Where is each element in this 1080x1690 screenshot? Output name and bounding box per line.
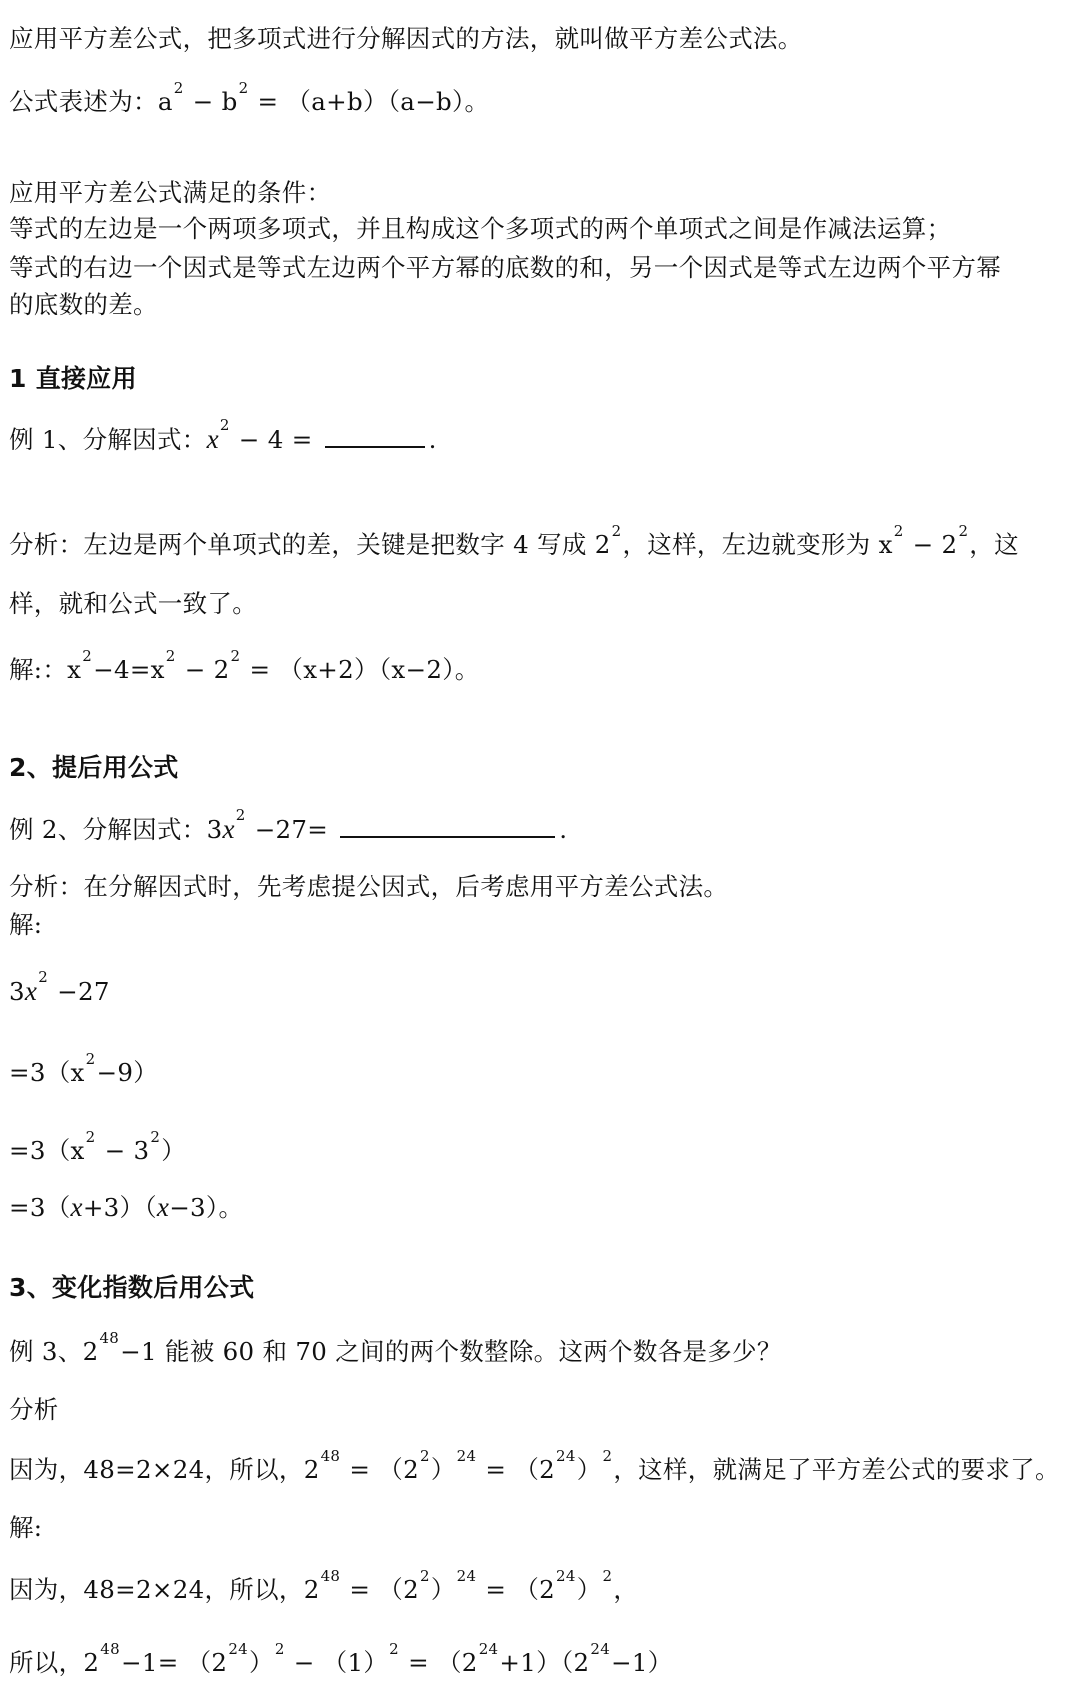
step-part: −27	[49, 977, 110, 1006]
solve-label-3: 解:	[9, 1513, 43, 1542]
step-2-1	[9, 968, 110, 1007]
answer-blank	[325, 424, 425, 448]
analysis-2: 分析：在分解因式时，先考虑提公因式，后考虑用平方差公式法。	[9, 872, 729, 901]
example-1-end: .	[428, 425, 437, 454]
because-exp: 2	[419, 1447, 430, 1465]
because-exp: 2	[602, 1447, 613, 1465]
step-x: x	[24, 976, 38, 1006]
step-x: x	[156, 1192, 170, 1222]
because-part: = （2	[341, 1455, 419, 1484]
because-exp: 24	[556, 1447, 576, 1465]
because2-exp: 48	[320, 1567, 341, 1585]
solution-1-part: −4=x	[93, 655, 165, 684]
step-part: +3）（	[82, 1193, 157, 1222]
solution-1-part: 解:：x	[9, 655, 82, 684]
solution-1-exp: 2	[82, 647, 93, 665]
so-exp: 24	[590, 1640, 611, 1658]
solution-1-part: − 2	[176, 655, 230, 684]
section-heading-1: 1 直接应用	[9, 364, 137, 393]
analysis-1-part: − 2	[904, 530, 958, 559]
example-2-end: .	[559, 815, 568, 844]
because2-part: ）	[430, 1575, 456, 1604]
formula-exp-a: 2	[173, 79, 184, 97]
because2-part: = （2	[477, 1575, 556, 1604]
step-x: x	[70, 1192, 83, 1222]
because-line-2	[9, 1567, 639, 1605]
because2-part: ）	[576, 1575, 602, 1604]
step-part: −9）	[96, 1058, 159, 1087]
because2-part: = （2	[341, 1575, 419, 1604]
example-3	[9, 1329, 782, 1367]
example-1-exp: 2	[219, 416, 230, 434]
step-exp: 2	[150, 1128, 161, 1146]
example-2	[9, 806, 568, 845]
section-heading-3: 3、变化指数后用公式	[9, 1273, 255, 1302]
formula-rest: = （a+b）（a−b）。	[249, 87, 490, 116]
analysis-1-line-2: 样，就和公式一致了。	[9, 589, 257, 618]
because2-exp: 2	[419, 1567, 430, 1585]
because-exp: 24	[456, 1447, 477, 1465]
example-2-rest: −27=	[246, 815, 337, 844]
step-2-2	[9, 1050, 159, 1088]
because-part: = （2	[477, 1455, 556, 1484]
analysis-1-exp: 2	[611, 522, 622, 540]
example-1-x: x	[206, 424, 219, 454]
because2-exp: 24	[456, 1567, 477, 1585]
answer-blank	[340, 814, 555, 838]
analysis-label-3: 分析	[9, 1395, 59, 1424]
condition-line-3: 的底数的差。	[9, 290, 158, 319]
step-exp: 2	[85, 1128, 96, 1146]
so-part: +1）（2	[499, 1648, 590, 1677]
analysis-1-exp: 2	[958, 522, 969, 540]
formula-b: b	[221, 87, 238, 116]
solve-label-2: 解:	[9, 910, 43, 939]
formula-line	[9, 79, 490, 117]
analysis-1-part: ，这	[969, 530, 1019, 559]
because-part: ）	[576, 1455, 602, 1484]
so-exp: 2	[389, 1640, 399, 1658]
because-part: ）	[430, 1455, 456, 1484]
so-exp: 48	[100, 1640, 120, 1658]
because-part: ，这样，就满足了平方差公式的要求了。	[613, 1455, 1060, 1484]
step-part: ）	[161, 1136, 187, 1165]
example-1	[9, 416, 437, 455]
so-part: ）	[249, 1648, 274, 1677]
analysis-1-line-1	[9, 522, 1019, 560]
definition-text: 应用平方差公式，把多项式进行分解因式的方法，就叫做平方差公式法。	[9, 24, 803, 53]
so-part: = （2	[400, 1648, 478, 1677]
because-exp: 48	[320, 1447, 341, 1465]
so-part: − （1）	[285, 1648, 389, 1677]
conditions-title: 应用平方差公式满足的条件：	[9, 178, 332, 207]
example-3-exp: 48	[99, 1329, 120, 1347]
step-part: =3（x	[9, 1136, 85, 1165]
example-2-exp: 2	[235, 806, 246, 824]
so-exp: 24	[228, 1640, 248, 1658]
because2-part: ，	[613, 1575, 639, 1604]
example-3-part: 例 3、2	[9, 1337, 99, 1366]
because-line	[9, 1447, 1060, 1485]
step-exp: 2	[85, 1050, 96, 1068]
so-exp: 2	[274, 1640, 285, 1658]
step-part: =3（	[9, 1193, 71, 1222]
step-2-3	[9, 1128, 187, 1166]
analysis-1-exp: 2	[893, 522, 904, 540]
example-2-prefix: 例 2、分解因式：3	[9, 815, 223, 844]
because2-part: 因为，48=2×24，所以，2	[9, 1575, 320, 1604]
condition-line-2: 等式的右边一个因式是等式左边两个平方幂的底数的和，另一个因式是等式左边两个平方幂	[9, 253, 1001, 282]
analysis-1-part: 分析：左边是两个单项式的差，关键是把数字 4 写成 2	[9, 530, 611, 559]
solution-1-exp: 2	[230, 647, 241, 665]
so-part: 所以，2	[9, 1648, 100, 1677]
step-part: =3（x	[9, 1058, 85, 1087]
formula-exp-b: 2	[238, 79, 249, 97]
so-exp: 24	[478, 1640, 499, 1658]
example-1-rest: − 4 =	[230, 425, 321, 454]
analysis-1-part: ，这样，左边就变形为 x	[622, 530, 893, 559]
formula-a: a	[157, 87, 173, 116]
example-1-prefix: 例 1、分解因式：	[9, 425, 207, 454]
section-heading-2: 2、提后用公式	[9, 753, 179, 782]
step-part: − 3	[96, 1136, 150, 1165]
so-line	[9, 1640, 673, 1678]
solution-1-part: = （x+2）（x−2）。	[241, 655, 480, 684]
step-exp: 2	[38, 968, 49, 986]
step-part: 3	[9, 977, 25, 1006]
because2-exp: 24	[556, 1567, 576, 1585]
because-part: 因为，48=2×24，所以，2	[9, 1455, 320, 1484]
step-2-4	[9, 1192, 243, 1223]
so-part: −1）	[611, 1648, 673, 1677]
so-part: −1= （2	[120, 1648, 228, 1677]
because2-exp: 2	[602, 1567, 613, 1585]
condition-line-1: 等式的左边是一个两项多项式，并且构成这个多项式的两个单项式之间是作减法运算；	[9, 214, 952, 243]
formula-minus: −	[184, 87, 222, 116]
solution-1	[9, 647, 480, 685]
example-3-part: −1 能被 60 和 70 之间的两个数整除。这两个数各是多少？	[120, 1337, 782, 1366]
example-2-x: x	[222, 814, 235, 844]
step-part: −3）。	[169, 1193, 244, 1222]
solution-1-exp: 2	[165, 647, 176, 665]
formula-prefix: 公式表述为：	[9, 87, 158, 116]
